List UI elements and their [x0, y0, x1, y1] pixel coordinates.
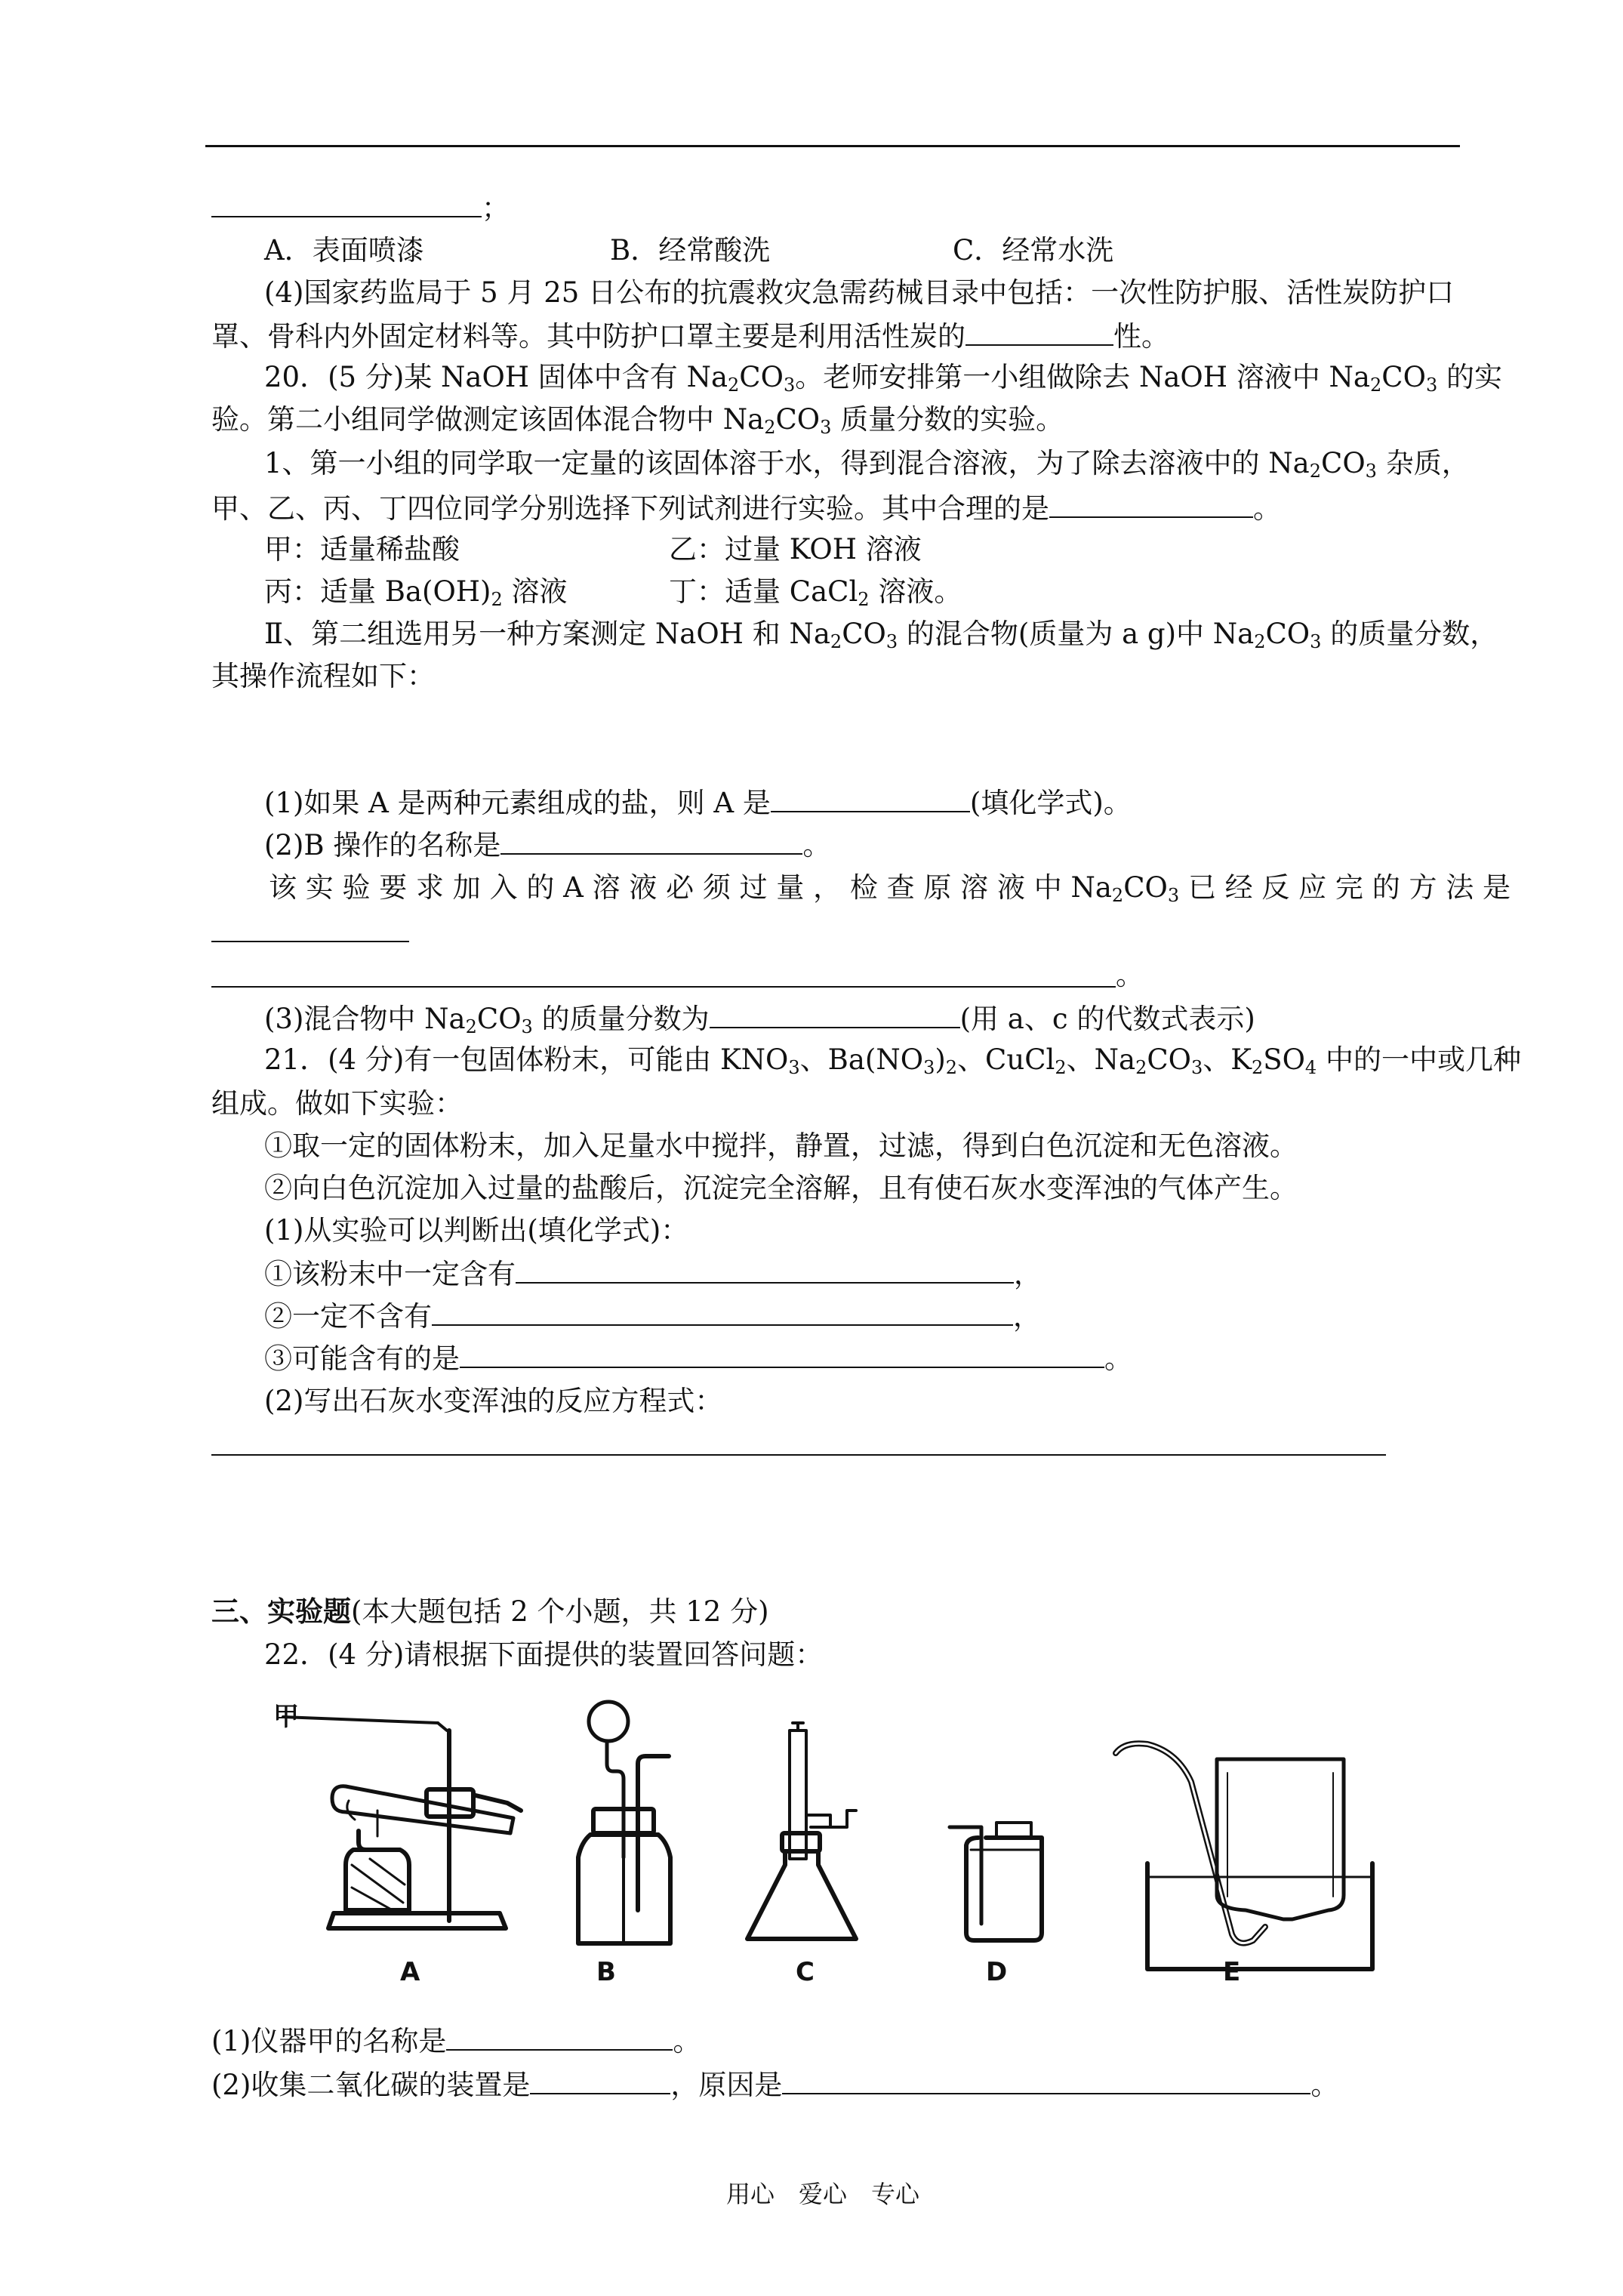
reagent-ding: 丁：适量 CaCl$_2$ 溶液。	[669, 575, 962, 610]
label-a: A	[400, 1957, 420, 1987]
answer-blank[interactable]	[446, 2023, 673, 2051]
q20-part2-line2: 其操作流程如下：	[211, 660, 435, 692]
q21-line1: 21．(4 分)有一包固体粉末，可能由 $KNO_3$、$Ba(NO_3)_2$、CuCl$_2$、$Na_2CO_3$、$K_2SO_4$ 中的一中或几种	[264, 1043, 1521, 1078]
reagent-yi: 乙：过量 KOH 溶液	[669, 533, 922, 566]
q19-answer-line: ；	[211, 190, 510, 225]
q19-part4-line2: 罩、骨科内外固定材料等。其中防护口罩主要是利用活性炭的 性。	[211, 320, 1169, 353]
q21-ans2: ②一定不含有 ，	[264, 1300, 1041, 1333]
label-b: B	[596, 1957, 616, 1987]
apparatus-a	[283, 1717, 521, 1928]
page-footer: 用心 爱心 专心	[726, 2180, 920, 2208]
q21-judge2: (2)写出石灰水变浑浊的反应方程式：	[264, 1385, 723, 1417]
q19-option-a: A．表面喷漆	[264, 234, 424, 267]
label-d: D	[986, 1957, 1008, 1987]
q21-exp2: ②向白色沉淀加入过量的盐酸后，沉淀完全溶解，且有使石灰水变浑浊的气体产生。	[264, 1172, 1298, 1204]
q19-option-b: B．经常酸洗	[610, 234, 771, 267]
q22-intro: 22．(4 分)请根据下面提供的装置回答问题：	[264, 1638, 824, 1671]
q21-exp1: ①取一定的固体粉末，加入足量水中搅拌，静置，过滤，得到白色沉淀和无色溶液。	[264, 1130, 1298, 1162]
reagent-bing: 丙：适量 $Ba(OH)_2$ 溶液	[264, 575, 568, 610]
q20-part2-line1: Ⅱ、第二组选用另一种方案测定 NaOH 和 $Na_2CO_3$ 的混合物(质量为 a g)中 $Na_2CO_3$ 的质量分数，	[264, 618, 1498, 652]
q22-sub2: (2)收集二氧化碳的装置是 ，原因是 。	[211, 2069, 1339, 2101]
answer-blank[interactable]	[530, 2067, 670, 2094]
label-e: E	[1223, 1957, 1241, 1987]
label-jia: 甲	[273, 1702, 299, 1732]
q21-ans3: ③可能含有的是 。	[264, 1342, 1132, 1375]
apparatus-b	[578, 1702, 670, 1943]
q21-judge1: (1)从实验可以判断出(填化学式)：	[264, 1214, 689, 1247]
q20-sub2: (2)B 操作的名称是 。	[264, 829, 831, 861]
q20-line2: 验。第二小组同学做测定该固体混合物中 $Na_2CO_3$ 质量分数的实验。	[211, 403, 1064, 438]
q19-option-c: C．经常水洗	[953, 234, 1114, 267]
q20-check-method: 该 实 验 要 求 加 入 的 A 溶 液 必 须 过 量 ， 检 查 原 溶 液 中 $Na_2CO_3$ 已 经 反 应 完 的 方 法 是	[269, 871, 1511, 906]
reagent-jia: 甲：适量稀盐酸	[264, 533, 460, 566]
answer-blank[interactable]	[782, 2067, 1310, 2094]
apparatus-e	[1116, 1743, 1372, 1969]
q20-line1: 20．(5 分)某 NaOH 固体中含有 $Na_2CO_3$。老师安排第一小组做除去 NaOH 溶液中 $Na_2CO_3$ 的实	[264, 361, 1502, 396]
q21-line2: 组成。做如下实验：	[211, 1087, 463, 1120]
label-c: C	[796, 1957, 815, 1987]
q20-check-end: 。	[1116, 959, 1144, 991]
q19-part4-line1: (4)国家药监局于 5 月 25 日公布的抗震救灾急需药械目录中包括：一次性防护服、活性炭防护口	[264, 276, 1455, 309]
q20-sub3: (3)混合物中 $Na_2CO_3$ 的质量分数为 (用 a、c 的代数式表示)	[264, 1003, 1255, 1037]
section3-heading: 三、实验题(本大题包括 2 个小题，共 12 分)	[211, 1595, 769, 1628]
apparatus-d	[950, 1823, 1042, 1940]
q20-sub1: (1)如果 A 是两种元素组成的盐，则 A 是 (填化学式)。	[264, 787, 1132, 819]
q21-ans1: ①该粉末中一定含有 ，	[264, 1258, 1042, 1290]
apparatus-c	[747, 1723, 856, 1939]
q20-part1-line2: 甲、乙、丙、丁四位同学分别选择下列试剂进行实验。其中合理的是 。	[211, 492, 1281, 525]
q20-part1-line1: 1、第一小组的同学取一定量的该固体溶于水，得到混合溶液，为了除去溶液中的 $Na_2CO_3$ 杂质，	[264, 447, 1470, 482]
q22-sub1: (1)仪器甲的名称是 。	[211, 2025, 701, 2057]
